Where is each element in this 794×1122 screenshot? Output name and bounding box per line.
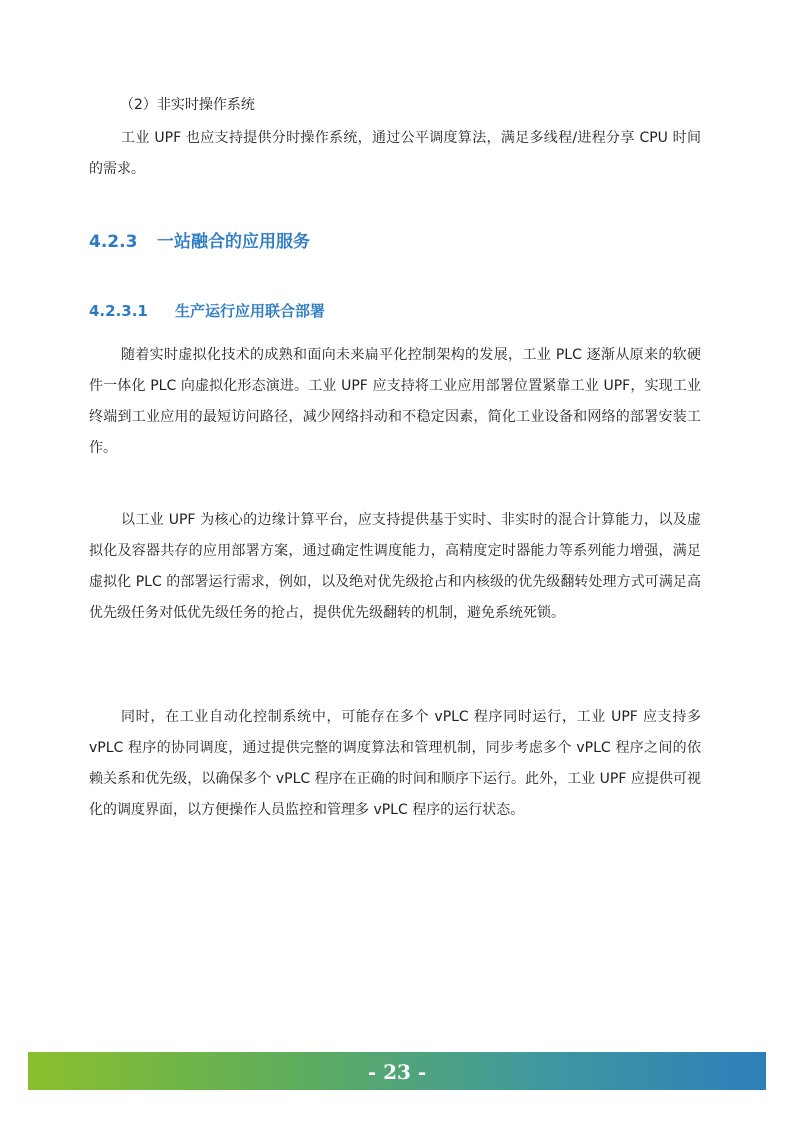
paragraph-edge-platform: 以工业 UPF 为核心的边缘计算平台，应支持提供基于实时、非实时的混合计算能力，以及虚拟化及容器共存的应用部署方案，通过确定性调度能力，高精度定时器能力等系列能力增强，满足虚拟化 PLC 的部署运行需求，例如，以及绝对优先级抢占和内核级的优先级翻转处理方式可满足高优先级任务对低优先级任务的抢占，提供优先级翻转的机制，避免系统死锁。 [89, 512, 701, 621]
subsection-title: 生产运行应用联合部署 [175, 302, 326, 320]
subsection-label: （2）非实时操作系统 [120, 97, 255, 113]
page-number: - 23 - [367, 1060, 427, 1084]
paragraph-virtualization-trend: 随着实时虚拟化技术的成熟和面向未来扁平化控制架构的发展，工业 PLC 逐渐从原来的软硬件一体化 PLC 向虚拟化形态演进。工业 UPF 应支持将工业应用部署位置紧靠工业 UPF，实现工业终端到工业应用的最短访问路径，减少网络抖动和不稳定因素，简化工业设备和网络的部署安装工作。 [89, 347, 701, 456]
footer-bar [28, 1052, 766, 1090]
section-number: 4.2.3 [89, 232, 138, 252]
paragraph-non-realtime-os: 工业 UPF 也应支持提供分时操作系统，通过公平调度算法，满足多线程/进程分享 CPU 时间的需求。 [89, 130, 701, 177]
paragraph-vplc-scheduling: 同时，在工业自动化控制系统中，可能存在多个 vPLC 程序同时运行，工业 UPF 应支持多 vPLC 程序的协同调度，通过提供完整的调度算法和管理机制，同步考虑多个 vPLC 程序之间的依赖关系和优先级，以确保多个 vPLC 程序在正确的时间和顺序下运行。此外，工业 UPF 应提供可视化的调度界面，以方便操作人员监控和管理多 vPLC 程序的运行状态。 [89, 709, 701, 818]
section-heading-4-2-3-1 [89, 298, 325, 324]
section-heading-4-2-3 [89, 228, 310, 256]
subsection-number: 4.2.3.1 [89, 302, 148, 320]
section-title: 一站融合的应用服务 [157, 232, 310, 252]
